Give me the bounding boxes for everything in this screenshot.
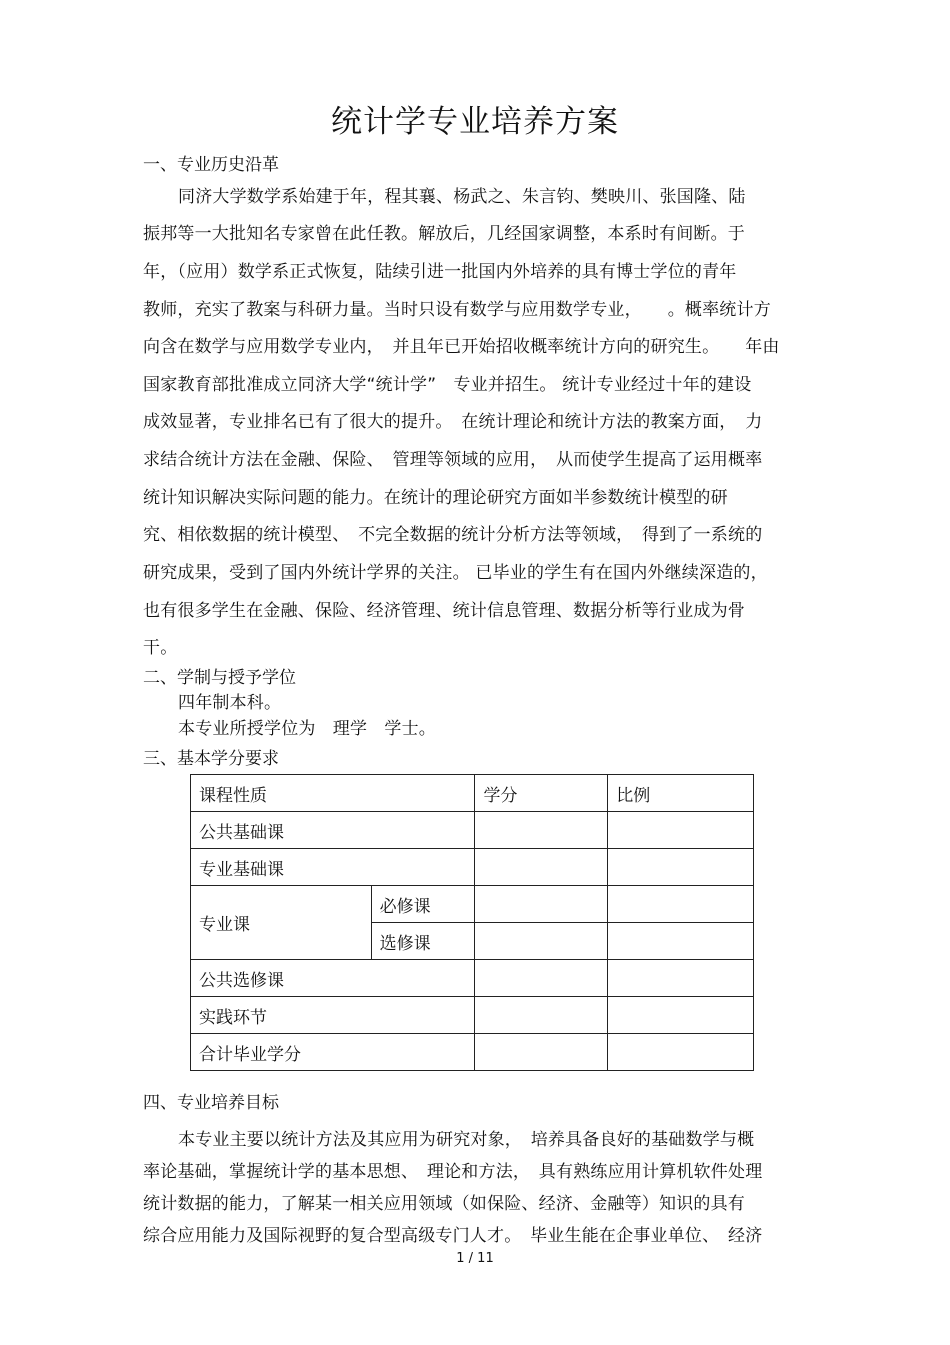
section-4-heading: 四、专业培养目标 — [143, 1093, 279, 1113]
ratio-cell — [608, 812, 754, 849]
paragraph-line: 也有很多学生在金融、保险、经济管理、统计信息管理、数据分析等行业成为骨 — [143, 601, 745, 621]
row-label: 公共选修课 — [191, 960, 475, 997]
paragraph-line: 成效显著，专业排名已有了很大的提升。 在统计理论和统计方法的教案方面， 力 — [143, 412, 763, 432]
paragraph-line: 教师，充实了教案与科研力量。当时只设有数学与应用数学专业， 。概率统计方 — [143, 300, 771, 320]
ratio-cell — [608, 997, 754, 1034]
paragraph-line: 四年制本科。 — [178, 693, 282, 713]
credits-cell — [475, 886, 608, 923]
table-row — [191, 886, 754, 923]
paragraph-line: 研究成果，受到了国内外统计学界的关注。 已毕业的学生有在国内外继续深造的， — [143, 563, 768, 583]
ratio-cell — [608, 960, 754, 997]
ratio-cell — [608, 849, 754, 886]
credits-cell — [475, 960, 608, 997]
ratio-cell — [608, 886, 754, 923]
header-credits: 学分 — [475, 775, 608, 812]
credits-cell — [475, 997, 608, 1034]
section-1-heading: 一、专业历史沿革 — [143, 155, 279, 175]
credits-cell — [475, 849, 608, 886]
table-header-row — [191, 775, 754, 812]
header-course-type: 课程性质 — [191, 775, 475, 812]
row-label: 公共基础课 — [191, 812, 475, 849]
row-label: 专业课 — [191, 886, 372, 960]
paragraph-line: 本专业所授学位为 理学 学士。 — [178, 719, 436, 739]
paragraph-line: 国家教育部批准成立同济大学“统计学” 专业并招生。 统计专业经过十年的建设 — [143, 375, 752, 395]
sub-row-label: 必修课 — [371, 886, 475, 923]
page-title: 统计学专业培养方案 — [331, 104, 619, 140]
paragraph-line: 究、相依数据的统计模型、 不完全数据的统计分析方法等领域， 得到了一系统的 — [143, 525, 763, 545]
row-label: 合计毕业学分 — [191, 1034, 475, 1071]
credits-table — [190, 774, 754, 1071]
ratio-cell — [608, 1034, 754, 1071]
paragraph-line: 统计知识解决实际问题的能力。在统计的理论研究方面如半参数统计模型的研 — [143, 488, 728, 508]
paragraph-line: 向含在数学与应用数学专业内， 并且年已开始招收概率统计方向的研究生。 年由 — [143, 337, 780, 357]
row-label: 实践环节 — [191, 997, 475, 1034]
table-row — [191, 849, 754, 886]
paragraph-line: 同济大学数学系始建于年，程其襄、杨武之、朱言钧、樊映川、张国隆、陆 — [178, 187, 746, 207]
credits-cell — [475, 812, 608, 849]
section-2-heading: 二、学制与授予学位 — [143, 668, 296, 688]
row-label: 专业基础课 — [191, 849, 475, 886]
paragraph-line: 率论基础，掌握统计学的基本思想、 理论和方法， 具有熟练应用计算机软件处理 — [143, 1162, 763, 1182]
header-ratio: 比例 — [608, 775, 754, 812]
paragraph-line: 干。 — [143, 638, 178, 658]
credits-cell — [475, 1034, 608, 1071]
table-row — [191, 1034, 754, 1071]
paragraph-line: 本专业主要以统计方法及其应用为研究对象， 培养具备良好的基础数学与概 — [178, 1130, 755, 1150]
table-row — [191, 997, 754, 1034]
paragraph-line: 求结合统计方法在金融、保险、 管理等领域的应用， 从而使学生提高了运用概率 — [143, 450, 763, 470]
paragraph-line: 综合应用能力及国际视野的复合型高级专门人才。 毕业生能在企事业单位、 经济 — [143, 1226, 763, 1246]
credits-cell — [475, 923, 608, 960]
table-row — [191, 812, 754, 849]
paragraph-line: 统计数据的能力，了解某一相关应用领域（如保险、经济、金融等）知识的具有 — [143, 1194, 745, 1214]
section-3-heading: 三、基本学分要求 — [143, 749, 279, 769]
page-number: 1 / 11 — [456, 1251, 494, 1266]
paragraph-line: 振邦等一大批知名专家曾在此任教。解放后，几经国家调整，本系时有间断。于 — [143, 224, 745, 244]
sub-row-label: 选修课 — [371, 923, 475, 960]
table-row — [191, 960, 754, 997]
ratio-cell — [608, 923, 754, 960]
paragraph-line: 年，（应用）数学系正式恢复，陆续引进一批国内外培养的具有博士学位的青年 — [143, 262, 737, 282]
